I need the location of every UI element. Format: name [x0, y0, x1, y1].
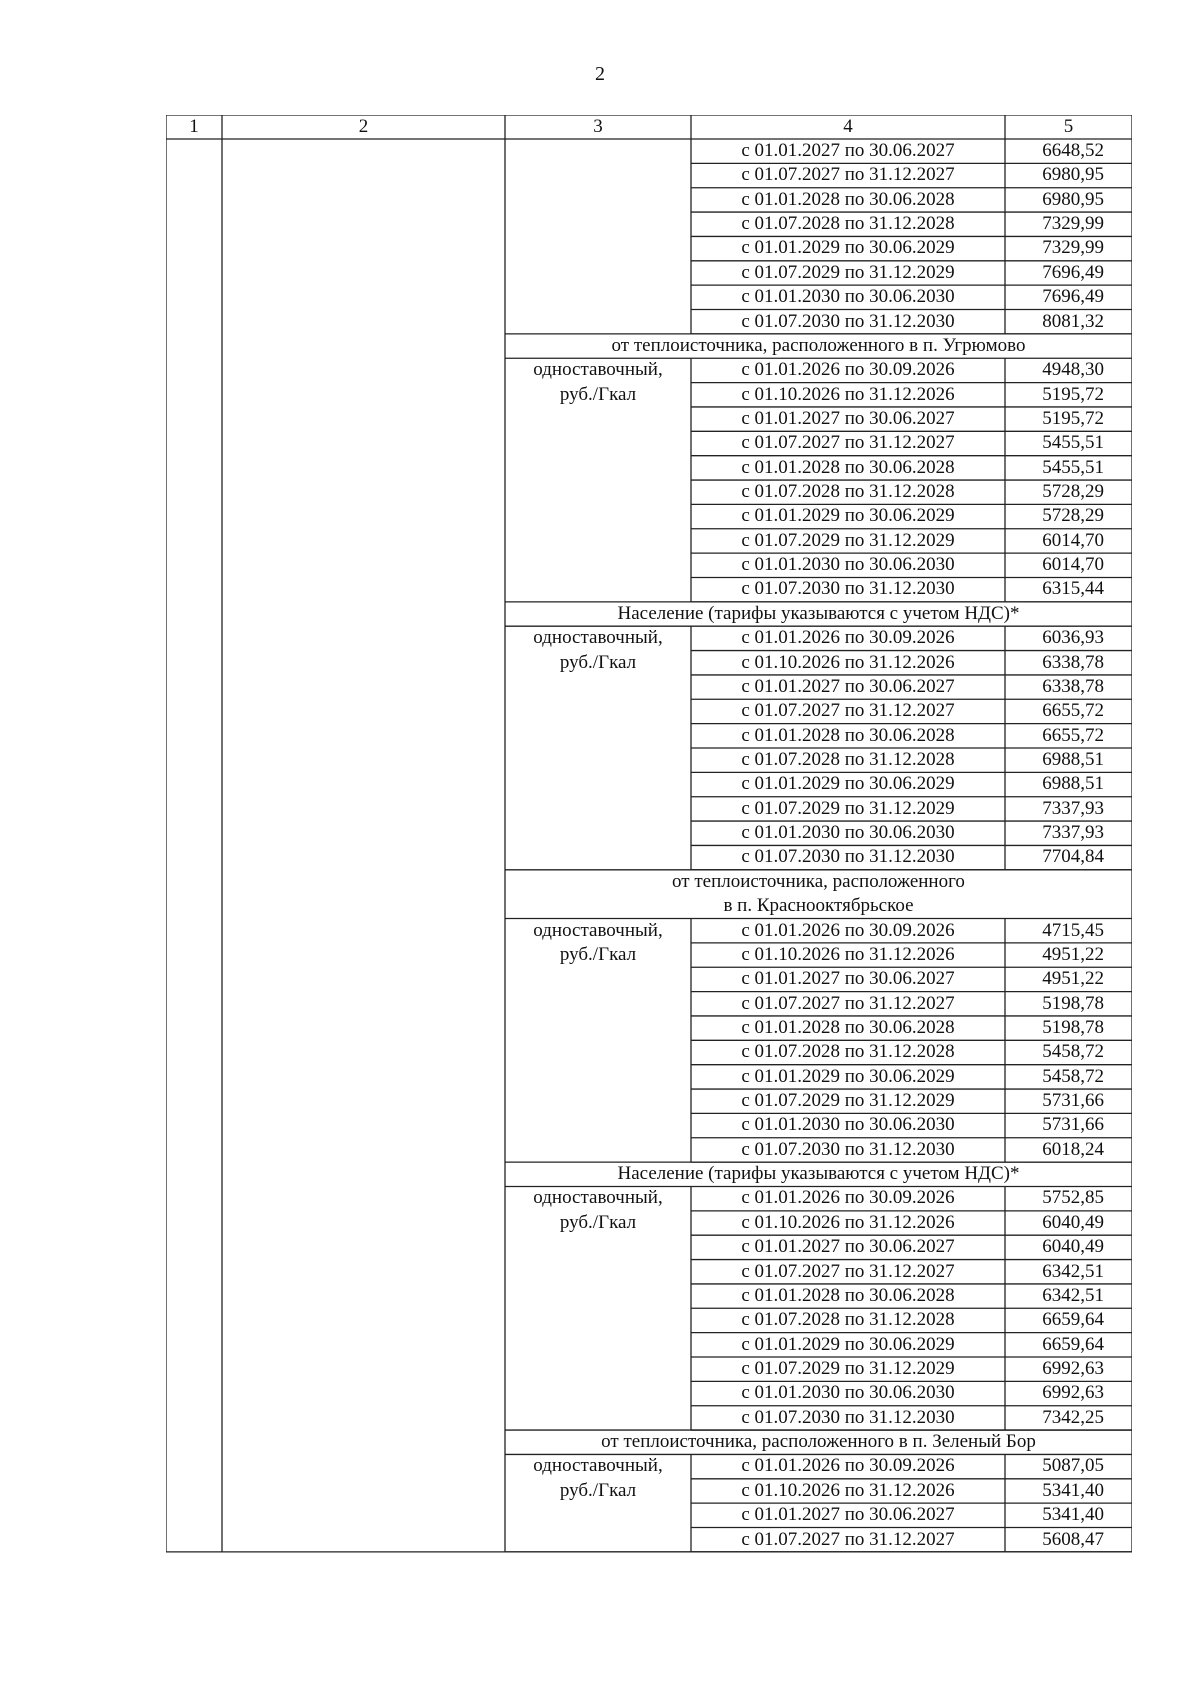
section-title-line: от теплоисточника, расположенного [672, 870, 965, 892]
table-row [166, 1113, 1132, 1137]
table-row [166, 1308, 1132, 1332]
table-row [166, 1065, 1132, 1089]
tariff-value-cell: 6342,51 [1042, 1284, 1104, 1306]
header-col-4: 4 [843, 116, 853, 137]
period-cell: с 01.01.2029 по 30.06.2029 [741, 1333, 955, 1355]
period-cell: с 01.07.2027 по 31.12.2027 [741, 700, 955, 722]
tariff-value-cell: 6342,51 [1042, 1260, 1104, 1282]
table-row [166, 797, 1132, 821]
tariff-value-cell: 5195,72 [1042, 383, 1104, 405]
table-row [166, 504, 1132, 528]
period-cell: с 01.01.2028 по 30.06.2028 [741, 1016, 955, 1038]
table-row [166, 1406, 1132, 1430]
section-title-line: от теплоисточника, расположенного в п. Угрюмово [611, 334, 1026, 356]
period-cell: с 01.01.2026 по 30.09.2026 [741, 627, 955, 649]
table-row [166, 651, 1132, 675]
tariff-value-cell: 6018,24 [1042, 1138, 1104, 1160]
period-cell: с 01.01.2027 по 30.06.2027 [741, 675, 955, 697]
table-row [166, 675, 1132, 699]
rate-type-label: одноставочный, [533, 359, 663, 381]
section-title-row [166, 1430, 1132, 1454]
tariff-value-cell: 5731,66 [1042, 1090, 1104, 1112]
tariff-value-cell: 5341,40 [1042, 1504, 1104, 1526]
tariff-value-cell: 6036,93 [1042, 627, 1104, 649]
header-col-2: 2 [358, 116, 369, 137]
table-row [166, 821, 1132, 845]
period-cell: с 01.07.2029 по 31.12.2029 [741, 797, 955, 819]
table-row [166, 1357, 1132, 1381]
tariff-value-cell: 5087,05 [1042, 1455, 1104, 1477]
tariff-value-cell: 5458,72 [1042, 1041, 1104, 1063]
section-title-row [166, 334, 1132, 358]
table-header-row [166, 115, 1132, 139]
section-title-line: Население (тарифы указываются с учетом НДС)* [617, 602, 1020, 624]
period-cell: с 01.07.2030 по 31.12.2030 [741, 310, 955, 332]
table-row [166, 1503, 1132, 1527]
period-cell: с 01.07.2028 по 31.12.2028 [741, 1309, 955, 1331]
tariff-value-cell: 6648,52 [1042, 140, 1104, 161]
header-col-5: 5 [1063, 116, 1074, 137]
tariff-value-cell: 5455,51 [1042, 432, 1104, 454]
period-cell: с 01.07.2027 по 31.12.2027 [741, 992, 955, 1014]
table-row [166, 1016, 1132, 1040]
tariff-value-cell: 5198,78 [1042, 992, 1104, 1014]
table-row [166, 1260, 1132, 1284]
period-cell: с 01.01.2026 по 30.09.2026 [741, 919, 955, 941]
tariff-value-cell: 7337,93 [1042, 822, 1104, 844]
table-row [166, 845, 1132, 869]
table-row [166, 1454, 1132, 1478]
table-row [166, 772, 1132, 796]
tariff-value-cell: 5608,47 [1042, 1528, 1104, 1550]
period-cell: с 01.10.2026 по 31.12.2026 [741, 1211, 955, 1233]
period-cell: с 01.07.2027 по 31.12.2027 [741, 1528, 955, 1550]
tariff-value-cell: 7342,25 [1042, 1406, 1104, 1428]
period-cell: с 01.07.2029 по 31.12.2029 [741, 529, 955, 551]
tariff-value-cell: 6655,72 [1042, 700, 1104, 722]
rate-type-label: одноставочный, [533, 1455, 663, 1477]
page-number: 2 [595, 63, 605, 85]
table-row [166, 529, 1132, 553]
rate-type-label: руб./Гкал [559, 943, 637, 965]
table-row [166, 139, 1132, 163]
section-title-row [166, 1162, 1132, 1186]
section-title-row [166, 870, 1132, 919]
table-row [166, 577, 1132, 601]
period-cell: с 01.07.2027 по 31.12.2027 [741, 164, 955, 186]
tariff-value-cell: 6315,44 [1042, 578, 1104, 600]
section-title [505, 1430, 1132, 1454]
tariff-value-cell: 6338,78 [1042, 651, 1104, 673]
period-cell: с 01.01.2026 по 30.09.2026 [741, 1455, 955, 1477]
tariff-value-cell: 5728,29 [1042, 481, 1104, 503]
tariff-value-cell: 8081,32 [1042, 310, 1104, 332]
table-row [166, 919, 1132, 943]
period-cell: с 01.01.2030 по 30.06.2030 [741, 822, 955, 844]
period-cell: с 01.07.2028 по 31.12.2028 [741, 749, 955, 770]
table-row [166, 553, 1132, 577]
tariff-value-cell: 6659,64 [1042, 1309, 1104, 1331]
tariff-value-cell: 6988,51 [1042, 749, 1104, 770]
table-row [166, 188, 1132, 212]
table-row [166, 310, 1132, 334]
table-row [166, 626, 1132, 650]
table-row [166, 1479, 1132, 1503]
table-row [166, 1089, 1132, 1113]
section-title-line: от теплоисточника, расположенного в п. Зеленый Бор [601, 1431, 1036, 1453]
period-cell: с 01.07.2027 по 31.12.2027 [741, 432, 955, 454]
section-title-line: Население (тарифы указываются с учетом НДС)* [617, 1163, 1020, 1185]
tariff-value-cell: 5341,40 [1042, 1479, 1104, 1501]
period-cell: с 01.01.2028 по 30.06.2028 [741, 724, 955, 746]
period-cell: с 01.01.2030 по 30.06.2030 [741, 1114, 955, 1136]
tariff-value-cell: 4948,30 [1042, 359, 1104, 381]
tariff-value-cell: 4951,22 [1042, 943, 1104, 965]
rate-type-label: одноставочный, [533, 919, 663, 941]
period-cell: с 01.01.2027 по 30.06.2027 [741, 407, 955, 429]
tariff-value-cell: 6655,72 [1042, 724, 1104, 746]
tariff-value-cell: 5195,72 [1042, 407, 1104, 429]
rate-type-label: руб./Гкал [559, 1211, 637, 1233]
section-title-line: в п. Краснооктябрьское [723, 894, 914, 916]
tariff-value-cell: 7329,99 [1042, 213, 1104, 235]
table-row [166, 1211, 1132, 1235]
period-cell: с 01.01.2028 по 30.06.2028 [741, 1284, 955, 1306]
table-row [166, 1186, 1132, 1210]
table-row [166, 967, 1132, 991]
tariff-value-cell: 7704,84 [1042, 846, 1104, 868]
section-title [505, 870, 1132, 919]
period-cell: с 01.01.2030 по 30.06.2030 [741, 554, 955, 576]
period-cell: с 01.01.2029 по 30.06.2029 [741, 773, 955, 795]
rate-type-label: одноставочный, [533, 627, 663, 649]
period-cell: с 01.01.2028 по 30.06.2028 [741, 188, 955, 210]
period-cell: с 01.07.2029 по 31.12.2029 [741, 261, 955, 283]
period-cell: с 01.07.2030 по 31.12.2030 [741, 1406, 955, 1428]
period-cell: с 01.07.2028 по 31.12.2028 [741, 213, 955, 235]
period-cell: с 01.07.2030 по 31.12.2030 [741, 846, 955, 868]
period-cell: с 01.01.2027 по 30.06.2027 [741, 140, 955, 161]
period-cell: с 01.10.2026 по 31.12.2026 [741, 651, 955, 673]
table-row [166, 943, 1132, 967]
tariff-value-cell: 6014,70 [1042, 554, 1104, 576]
period-cell: с 01.01.2026 по 30.09.2026 [741, 359, 955, 381]
tariff-value-cell: 5752,85 [1042, 1187, 1104, 1209]
table-row [166, 699, 1132, 723]
period-cell: с 01.01.2029 по 30.06.2029 [741, 1065, 955, 1087]
period-cell: с 01.07.2030 по 31.12.2030 [741, 1138, 955, 1160]
tariff-value-cell: 7337,93 [1042, 797, 1104, 819]
header-col-3: 3 [593, 116, 603, 137]
tariff-value-cell: 5458,72 [1042, 1065, 1104, 1087]
period-cell: с 01.01.2030 по 30.06.2030 [741, 1382, 955, 1404]
tariff-value-cell: 5198,78 [1042, 1016, 1104, 1038]
table-row [166, 1284, 1132, 1308]
section-title-row [166, 602, 1132, 626]
rate-type-label: руб./Гкал [559, 383, 637, 405]
tariff-value-cell: 7329,99 [1042, 237, 1104, 259]
tariff-value-cell: 6992,63 [1042, 1382, 1104, 1404]
tariff-value-cell: 5455,51 [1042, 456, 1104, 478]
tariff-value-cell: 4951,22 [1042, 968, 1104, 990]
tariff-value-cell: 6980,95 [1042, 188, 1104, 210]
table-row [166, 236, 1132, 260]
table-row [166, 992, 1132, 1016]
period-cell: с 01.07.2029 по 31.12.2029 [741, 1090, 955, 1112]
rate-type-label: одноставочный, [533, 1187, 663, 1209]
period-cell: с 01.01.2029 по 30.06.2029 [741, 237, 955, 259]
period-cell: с 01.01.2027 по 30.06.2027 [741, 1504, 955, 1526]
table-row [166, 1138, 1132, 1162]
period-cell: с 01.07.2028 по 31.12.2028 [741, 1041, 955, 1063]
table-row [166, 212, 1132, 236]
period-cell: с 01.10.2026 по 31.12.2026 [741, 383, 955, 405]
period-cell: с 01.10.2026 по 31.12.2026 [741, 1479, 955, 1501]
period-cell: с 01.01.2030 по 30.06.2030 [741, 286, 955, 308]
tariff-value-cell: 5728,29 [1042, 505, 1104, 527]
header-col-1: 1 [189, 116, 199, 137]
tariff-value-cell: 6338,78 [1042, 675, 1104, 697]
tariff-value-cell: 7696,49 [1042, 261, 1104, 283]
tariff-value-cell: 6040,49 [1042, 1211, 1104, 1233]
period-cell: с 01.07.2029 по 31.12.2029 [741, 1358, 955, 1379]
table-row [166, 1040, 1132, 1064]
period-cell: с 01.07.2030 по 31.12.2030 [741, 578, 955, 600]
period-cell: с 01.01.2027 по 30.06.2027 [741, 1236, 955, 1258]
section-title [505, 1162, 1132, 1186]
period-cell: с 01.01.2027 по 30.06.2027 [741, 968, 955, 990]
tariff-value-cell: 6014,70 [1042, 529, 1104, 551]
period-cell: с 01.01.2026 по 30.09.2026 [741, 1187, 955, 1209]
rate-type-label: руб./Гкал [559, 1479, 637, 1501]
tariff-value-cell: 6040,49 [1042, 1236, 1104, 1258]
period-cell: с 01.01.2029 по 30.06.2029 [741, 505, 955, 527]
table-row [166, 480, 1132, 504]
tariff-value-cell: 6980,95 [1042, 164, 1104, 186]
table-row [166, 1381, 1132, 1405]
tariff-value-cell: 6659,64 [1042, 1333, 1104, 1355]
section-title [505, 602, 1132, 626]
tariff-value-cell: 4715,45 [1042, 919, 1104, 941]
tariff-table [166, 115, 1132, 1552]
period-cell: с 01.07.2028 по 31.12.2028 [741, 481, 955, 503]
rate-type-label: руб./Гкал [559, 651, 637, 673]
table-row [166, 1235, 1132, 1259]
table-row [166, 407, 1132, 431]
period-cell: с 01.10.2026 по 31.12.2026 [741, 943, 955, 965]
section-title [505, 334, 1132, 358]
table-row [166, 383, 1132, 407]
table-row [166, 1528, 1132, 1552]
period-cell: с 01.07.2027 по 31.12.2027 [741, 1260, 955, 1282]
table-row [166, 748, 1132, 772]
tariff-value-cell: 5731,66 [1042, 1114, 1104, 1136]
tariff-value-cell: 7696,49 [1042, 286, 1104, 308]
tariff-value-cell: 6992,63 [1042, 1358, 1104, 1379]
period-cell: с 01.01.2028 по 30.06.2028 [741, 456, 955, 478]
table-row [166, 431, 1132, 455]
table-row [166, 261, 1132, 285]
table-row [166, 163, 1132, 187]
tariff-value-cell: 6988,51 [1042, 773, 1104, 795]
table-row [166, 285, 1132, 309]
table-row [166, 358, 1132, 382]
table-row [166, 724, 1132, 748]
table-row [166, 456, 1132, 480]
table-row [166, 1333, 1132, 1357]
